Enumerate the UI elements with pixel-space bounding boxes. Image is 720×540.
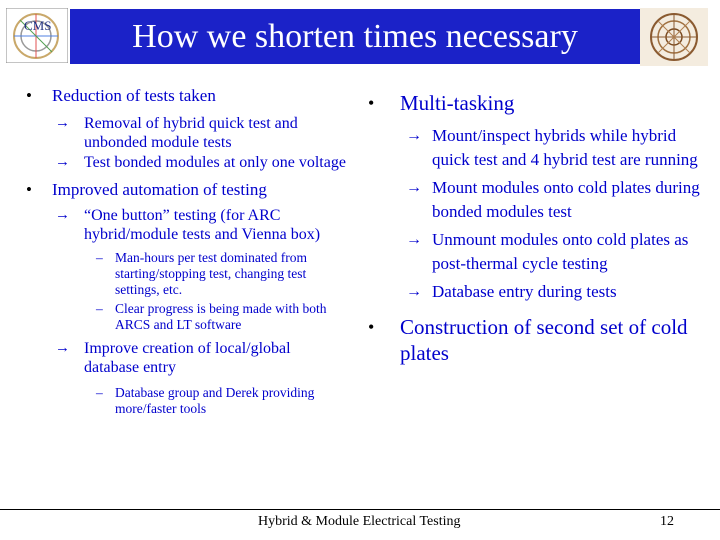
arrow-icon: →: [55, 115, 70, 131]
arrow-icon: →: [406, 127, 422, 144]
footer-title: Hybrid & Module Electrical Testing: [258, 514, 461, 529]
sub-sub-bullet-database-group: – Database group and Derek providing more/faster tools: [96, 385, 315, 416]
bullet-dot-icon: •: [26, 180, 32, 199]
dash-icon: –: [96, 301, 103, 316]
bullet-construction: • Construction of second set of cold plates: [368, 315, 688, 365]
bullet-multi-tasking: • Multi-tasking: [368, 91, 515, 115]
arrow-icon: →: [55, 154, 70, 170]
bullet-automation: • Improved automation of testing: [26, 180, 267, 199]
svg-text:CMS: CMS: [24, 18, 52, 33]
cms-logo: [6, 8, 68, 63]
sub-bullet-voltage: → Test bonded modules at only one voltage: [55, 154, 346, 171]
bullet-dot-icon: •: [368, 317, 375, 337]
dash-icon: –: [96, 250, 103, 265]
page-title: How we shorten times necessary: [70, 9, 640, 64]
page-number: 12: [660, 514, 674, 529]
sub-sub-bullet-progress: – Clear progress is being made with both ARCS and LT software: [96, 301, 327, 332]
sub-sub-bullet-man-hours: – Man-hours per test dominated from starting/stopping test, changing test settings, etc.: [96, 250, 307, 297]
sub-bullet-removal: → Removal of hybrid quick test and unbonded module tests: [55, 115, 298, 151]
sub-bullet-mount-inspect: → Mount/inspect hybrids while hybrid quick test and 4 hybrid test are running: [406, 126, 698, 169]
arrow-icon: →: [406, 179, 422, 196]
sub-bullet-database-entry: → Database entry during tests: [368, 280, 708, 304]
arrow-icon: →: [406, 231, 422, 248]
bullet-dot-icon: •: [26, 86, 32, 105]
arrow-icon: →: [406, 283, 422, 300]
bullet-reduction: • Reduction of tests taken: [26, 86, 216, 105]
arrow-icon: →: [55, 340, 70, 356]
detector-sketch-logo: [640, 8, 708, 66]
sub-bullet-mount-modules: → Mount modules onto cold plates during bonded modules test: [406, 178, 700, 221]
right-column: [368, 90, 708, 366]
sub-bullet-one-button: → “One button” testing (for ARC hybrid/module tests and Vienna box): [55, 207, 321, 243]
bullet-dot-icon: •: [368, 93, 375, 113]
arrow-icon: →: [55, 207, 70, 223]
left-column: [26, 86, 346, 417]
footer-divider: [0, 509, 720, 510]
dash-icon: –: [96, 385, 103, 400]
sub-bullet-database: → Improve creation of local/global database entry: [55, 340, 291, 376]
sub-bullet-unmount: → Unmount modules onto cold plates as post-thermal cycle testing: [406, 230, 689, 273]
